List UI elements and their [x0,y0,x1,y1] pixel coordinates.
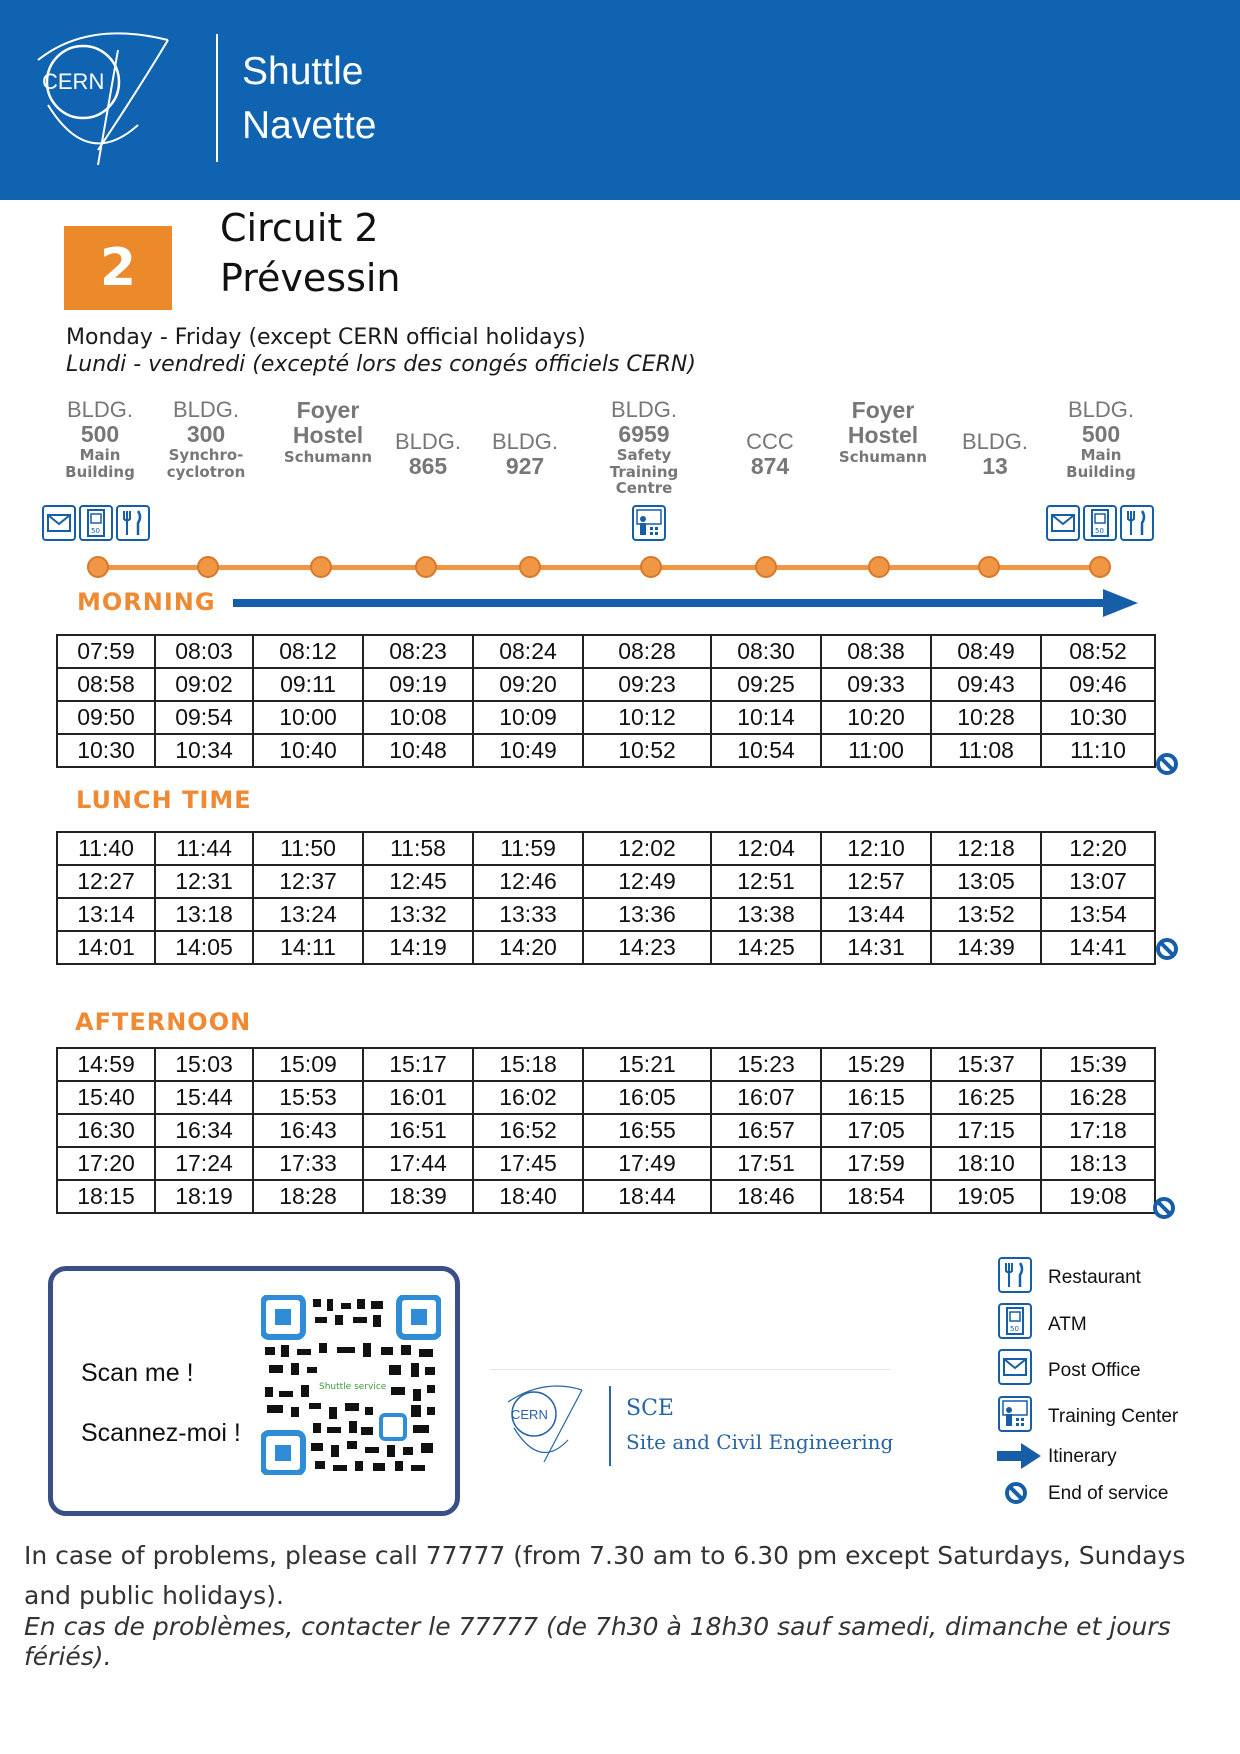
scan-qr-box [48,1266,460,1516]
time-cell: 12:49 [583,865,711,898]
legend-atm [998,1303,1032,1339]
itinerary-arrow-icon [233,589,1138,617]
time-cell: 16:30 [57,1114,155,1147]
time-cell: 18:13 [1041,1147,1155,1180]
restaurant-icon [998,1257,1032,1293]
time-cell: 15:17 [363,1048,473,1081]
time-cell: 16:07 [711,1081,821,1114]
time-cell: 15:44 [155,1081,253,1114]
time-cell: 10:34 [155,734,253,767]
time-cell: 15:09 [253,1048,363,1081]
time-cell: 17:05 [821,1114,931,1147]
time-cell: 12:37 [253,865,363,898]
route-stop-dot [868,556,890,578]
stop-bldg-6959: BLDG. 6959 Safety Training Centre [609,397,679,498]
time-cell: 18:19 [155,1180,253,1213]
time-cell: 15:03 [155,1048,253,1081]
circuit-number-badge: 2 [64,226,172,310]
svg-text:CERN: CERN [511,1407,548,1422]
time-cell: 13:18 [155,898,253,931]
time-cell: 11:58 [363,832,473,865]
time-cell: 18:15 [57,1180,155,1213]
time-cell: 09:33 [821,668,931,701]
time-cell: 11:08 [931,734,1041,767]
time-cell: 18:28 [253,1180,363,1213]
table-row [57,1081,1155,1114]
time-cell: 14:31 [821,931,931,964]
time-cell: 16:01 [363,1081,473,1114]
time-cell: 09:43 [931,668,1041,701]
time-cell: 18:54 [821,1180,931,1213]
atm-icon [998,1303,1032,1339]
time-cell: 19:05 [931,1180,1041,1213]
time-cell: 08:24 [473,635,583,668]
post-office-icon [998,1349,1032,1385]
time-cell: 13:52 [931,898,1041,931]
end-of-service-icon [1155,752,1179,776]
time-cell: 14:41 [1041,931,1155,964]
footer-contact-en: In case of problems, please call 77777 (from 7.30 am to 6.30 pm except Saturdays, Sundays and public holidays). [24,1541,1186,1610]
time-cell: 09:50 [57,701,155,734]
atm-icon [79,505,113,541]
time-cell: 09:25 [711,668,821,701]
time-cell: 13:38 [711,898,821,931]
time-cell: 14:19 [363,931,473,964]
time-cell: 10:54 [711,734,821,767]
time-cell: 09:11 [253,668,363,701]
time-cell: 10:09 [473,701,583,734]
svg-text:50: 50 [1095,527,1104,535]
time-cell: 12:10 [821,832,931,865]
route-stop-dot [310,556,332,578]
time-cell: 18:44 [583,1180,711,1213]
time-cell: 09:54 [155,701,253,734]
cern-sce-logo-icon [504,1384,586,1466]
time-cell: 15:29 [821,1048,931,1081]
morning-timetable [56,634,1156,768]
restaurant-icon [116,505,150,541]
header-title-fr: Navette [242,104,377,147]
time-cell: 10:48 [363,734,473,767]
legend-training-center-label: Training Center [1048,1406,1179,1427]
time-cell: 12:02 [583,832,711,865]
table-row [57,832,1155,865]
time-cell: 17:51 [711,1147,821,1180]
time-cell: 14:11 [253,931,363,964]
stop-ccc-874: CCC 874 [746,429,794,480]
svg-text:50: 50 [91,527,100,535]
sce-divider [609,1386,611,1466]
time-cell: 13:14 [57,898,155,931]
route-stop-dot [415,556,437,578]
footer-contact-fr: En cas de problèmes, contacter le 77777 (de 7h30 à 18h30 sauf samedi, dimanche et jours fériés). [24,1612,1171,1671]
time-cell: 14:39 [931,931,1041,964]
time-cell: 13:05 [931,865,1041,898]
time-cell: 08:23 [363,635,473,668]
time-cell: 12:51 [711,865,821,898]
table-row [57,1147,1155,1180]
time-cell: 09:23 [583,668,711,701]
time-cell: 17:18 [1041,1114,1155,1147]
time-cell: 11:59 [473,832,583,865]
time-cell: 13:54 [1041,898,1155,931]
time-cell: 13:33 [473,898,583,931]
stop-bldg-927: BLDG. 927 [491,429,559,480]
post-office-icon [42,505,76,541]
time-cell: 09:02 [155,668,253,701]
scan-me-text: Scan me ! [81,1359,194,1387]
time-cell: 14:25 [711,931,821,964]
time-cell: 08:03 [155,635,253,668]
route-stop-dot [519,556,541,578]
time-cell: 15:23 [711,1048,821,1081]
time-cell: 17:49 [583,1147,711,1180]
time-cell: 17:59 [821,1147,931,1180]
restaurant-icon [1120,505,1154,541]
circuit-name: Prévessin [220,256,401,300]
circuit-title: Circuit 2 [220,206,379,250]
time-cell: 13:24 [253,898,363,931]
time-cell: 16:34 [155,1114,253,1147]
svg-text:Shuttle service: Shuttle service [319,1382,387,1392]
time-cell: 16:57 [711,1114,821,1147]
legend-restaurant [998,1257,1032,1293]
time-cell: 13:32 [363,898,473,931]
section-morning-label: MORNING [77,588,216,616]
legend-itinerary-label: Itinerary [1048,1446,1117,1467]
route-line [98,565,1100,570]
time-cell: 13:36 [583,898,711,931]
route-stop-dot [978,556,1000,578]
scan-me-fr-text: Scannez-moi ! [81,1419,241,1447]
stop-bldg-300: BLDG. 300 Synchro- cyclotron [166,397,246,481]
stop-foyer-hostel-2: Foyer Hostel Schumann [838,397,928,466]
end-of-service-icon [1004,1481,1028,1505]
time-cell: 08:28 [583,635,711,668]
table-row [57,635,1155,668]
time-cell: 08:38 [821,635,931,668]
time-cell: 14:23 [583,931,711,964]
end-of-service-icon [1152,1196,1176,1220]
legend-training-center [998,1396,1032,1432]
time-cell: 13:07 [1041,865,1155,898]
time-cell: 11:00 [821,734,931,767]
time-cell: 12:04 [711,832,821,865]
time-cell: 12:46 [473,865,583,898]
legend-post-office [998,1349,1032,1385]
time-cell: 18:40 [473,1180,583,1213]
table-row [57,1114,1155,1147]
table-row [57,734,1155,767]
time-cell: 11:10 [1041,734,1155,767]
time-cell: 16:25 [931,1081,1041,1114]
amenities-end [1046,505,1154,541]
atm-icon [1083,505,1117,541]
time-cell: 08:30 [711,635,821,668]
time-cell: 17:44 [363,1147,473,1180]
qr-code-icon[interactable] [261,1295,441,1475]
section-afternoon-label: AFTERNOON [75,1008,252,1036]
afternoon-rows [57,1048,1155,1213]
time-cell: 16:15 [821,1081,931,1114]
time-cell: 15:40 [57,1081,155,1114]
time-cell: 19:08 [1041,1180,1155,1213]
route-stop-dot [755,556,777,578]
amenities-start [42,505,150,541]
section-lunch-label: LUNCH TIME [76,786,252,814]
sce-acronym: SCE [626,1396,674,1421]
time-cell: 17:24 [155,1147,253,1180]
stop-bldg-13: BLDG. 13 [961,429,1029,480]
time-cell: 16:43 [253,1114,363,1147]
morning-rows [57,635,1155,767]
time-cell: 10:12 [583,701,711,734]
table-row [57,1048,1155,1081]
time-cell: 18:10 [931,1147,1041,1180]
time-cell: 15:21 [583,1048,711,1081]
time-cell: 17:20 [57,1147,155,1180]
legend-atm-label: ATM [1048,1314,1087,1335]
training-center-icon [998,1396,1032,1432]
time-cell: 15:18 [473,1048,583,1081]
time-cell: 14:59 [57,1048,155,1081]
header-banner [0,0,1240,200]
route-stop-dot [640,556,662,578]
legend-restaurant-label: Restaurant [1048,1267,1141,1288]
time-cell: 13:44 [821,898,931,931]
time-cell: 17:33 [253,1147,363,1180]
time-cell: 08:52 [1041,635,1155,668]
stop-bldg-500-end: BLDG. 500 Main Building [1066,397,1136,481]
time-cell: 12:45 [363,865,473,898]
time-cell: 07:59 [57,635,155,668]
time-cell: 10:08 [363,701,473,734]
legend-post-office-label: Post Office [1048,1360,1141,1381]
time-cell: 17:15 [931,1114,1041,1147]
stop-bldg-500-start: BLDG. 500 Main Building [65,397,135,481]
time-cell: 11:44 [155,832,253,865]
time-cell: 10:30 [57,734,155,767]
time-cell: 09:46 [1041,668,1155,701]
time-cell: 10:00 [253,701,363,734]
table-row [57,668,1155,701]
svg-text:50: 50 [1010,1325,1019,1333]
time-cell: 12:27 [57,865,155,898]
post-office-icon [1046,505,1080,541]
end-of-service-icon [1155,937,1179,961]
time-cell: 08:49 [931,635,1041,668]
table-row [57,865,1155,898]
itinerary-arrow-icon [997,1443,1041,1469]
stop-bldg-865: BLDG. 865 [394,429,462,480]
time-cell: 12:57 [821,865,931,898]
time-cell: 16:05 [583,1081,711,1114]
time-cell: 18:46 [711,1180,821,1213]
afternoon-timetable [56,1047,1156,1214]
training-center-icon [632,505,666,541]
time-cell: 08:58 [57,668,155,701]
service-days-en: Monday - Friday (except CERN official holidays) [66,325,586,350]
time-cell: 11:40 [57,832,155,865]
time-cell: 10:52 [583,734,711,767]
table-row [57,1180,1155,1213]
time-cell: 14:01 [57,931,155,964]
time-cell: 14:05 [155,931,253,964]
table-row [57,898,1155,931]
sce-fullname: Site and Civil Engineering [626,1430,894,1454]
time-cell: 16:28 [1041,1081,1155,1114]
route-stop-dot [1089,556,1111,578]
time-cell: 09:20 [473,668,583,701]
time-cell: 12:18 [931,832,1041,865]
time-cell: 15:37 [931,1048,1041,1081]
cern-logo-icon [28,30,173,170]
time-cell: 12:20 [1041,832,1155,865]
header-divider [216,34,218,162]
time-cell: 10:30 [1041,701,1155,734]
table-row [57,931,1155,964]
time-cell: 09:19 [363,668,473,701]
lunch-rows [57,832,1155,964]
time-cell: 16:52 [473,1114,583,1147]
time-cell: 14:20 [473,931,583,964]
time-cell: 16:02 [473,1081,583,1114]
time-cell: 10:20 [821,701,931,734]
time-cell: 10:14 [711,701,821,734]
legend-end-of-service-label: End of service [1048,1483,1169,1504]
time-cell: 10:28 [931,701,1041,734]
time-cell: 16:55 [583,1114,711,1147]
route-stop-dot [87,556,109,578]
time-cell: 15:53 [253,1081,363,1114]
time-cell: 11:50 [253,832,363,865]
service-days-fr: Lundi - vendredi (excepté lors des congés officiels CERN) [66,352,696,377]
stop-foyer-hostel-1: Foyer Hostel Schumann [283,397,373,466]
time-cell: 16:51 [363,1114,473,1147]
time-cell: 12:31 [155,865,253,898]
time-cell: 18:39 [363,1180,473,1213]
svg-text:CERN: CERN [42,69,105,94]
time-cell: 17:45 [473,1147,583,1180]
time-cell: 10:49 [473,734,583,767]
time-cell: 15:39 [1041,1048,1155,1081]
route-stop-dot [197,556,219,578]
table-row [57,701,1155,734]
time-cell: 08:12 [253,635,363,668]
header-title-en: Shuttle [242,50,364,93]
time-cell: 10:40 [253,734,363,767]
sce-separator [490,1369,890,1370]
lunch-timetable [56,831,1156,965]
amenities-training [632,505,666,541]
